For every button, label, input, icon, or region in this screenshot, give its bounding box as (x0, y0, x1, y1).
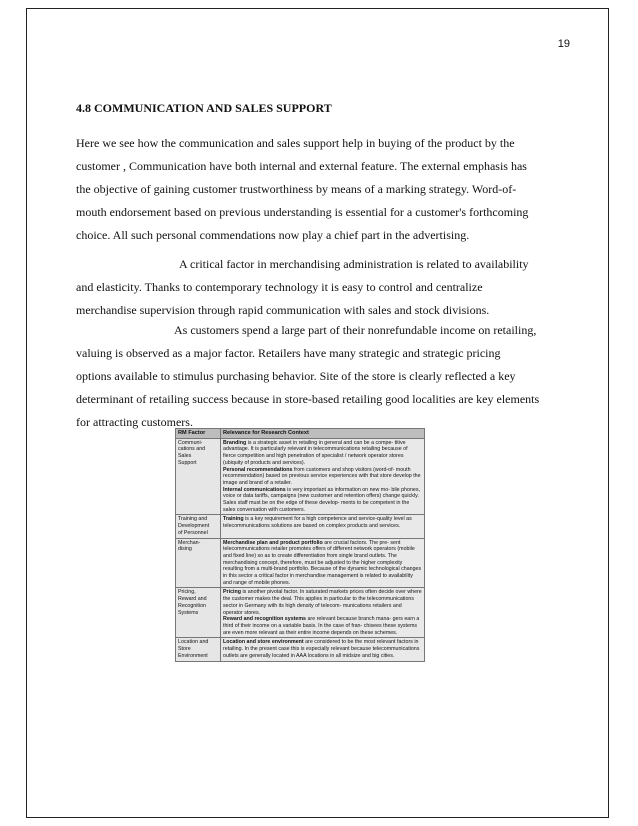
text-line: and elasticity. Thanks to contemporary technology it is easy to control and centralize (76, 280, 483, 294)
factor-line: Systems (178, 609, 199, 616)
text-line: for attracting customers. (76, 415, 193, 429)
table-header-row (176, 429, 425, 439)
factor-line: Merchan- (178, 539, 201, 546)
paragraph-merchandising (76, 253, 562, 322)
text-line: mouth endorsement based on previous understanding is essential for a customer's forthcoming (76, 205, 529, 219)
text-line: the objective of gaining customer trustworthiness by means of a marking strategy. Word-of- (76, 182, 517, 196)
entry-text: is a key requirement for a high competence and service-quality level as telecommunications solutions are based on complex products and services. (223, 516, 412, 530)
factor-line: of Personnel (178, 529, 208, 536)
section-heading: 4.8 COMMUNICATION AND SALES SUPPORT (76, 101, 332, 115)
relevance-entry (223, 639, 422, 659)
factor-line: Training and (178, 516, 208, 523)
rm-factor-table (175, 428, 425, 662)
page-number: 19 (557, 38, 570, 50)
factor-line: Development (178, 523, 210, 530)
table-row (176, 515, 425, 538)
relevance-entry (223, 589, 422, 616)
header-relevance: Relevance for Research Context (221, 429, 425, 439)
relevance-entry (223, 487, 422, 514)
table (175, 428, 425, 662)
entry-term: Reward and recognition systems (223, 616, 307, 623)
paragraph-communication (76, 132, 562, 247)
factor-line: Recognition (178, 602, 206, 609)
entry-text: are relevant because branch mana- gers earn a third of their income on a variable basis. In the case of fran- chisees these systems are even more relevant as their entire income depends on these schemes. (223, 616, 420, 636)
text-line: options available to stimulus purchasing behavior. Site of the store is clearly reflected a key (76, 369, 516, 383)
factor-line: Pricing, (178, 589, 196, 596)
factor-cell (176, 638, 221, 661)
text-line: determinant of retailing success because in store-based retailing good localities are key elements (76, 392, 540, 406)
relevance-entry (223, 616, 422, 636)
relevance-cell (221, 515, 425, 538)
factor-line: Store (178, 646, 191, 653)
relevance-entry (223, 540, 422, 587)
entry-text: is another pivotal factor. In saturated markets prices often decide over where the customer makes the deal. This applies in particular to the telecommunications sector in Germany with its high density of telecom- munications retailers and operator stores. (223, 589, 422, 616)
relevance-cell (221, 538, 425, 588)
entry-text: are crucial factors. The pre- sent telecommunications retailer promotes offers of different network operators (mobile and fixed line) so as to create differentiation from single brand outlets. The merchandising concept, therefore, must be adjusted to the higher complexity resulting from a multi-brand portfolio. Because of the dynamic technological changes in this sector a critical factor in merchandise management is related to availability and range of mobile phones. (223, 539, 422, 586)
factor-line: Environment (178, 652, 208, 659)
relevance-cell (221, 588, 425, 638)
factor-cell (176, 438, 221, 515)
factor-line: Location and (178, 639, 209, 646)
relevance-entry (223, 467, 422, 487)
factor-line: cations and (178, 446, 206, 453)
text-line: As customers spend a large part of their nonrefundable income on retailing, (174, 323, 537, 337)
factor-line: Communi- (178, 439, 203, 446)
factor-cell (176, 538, 221, 588)
relevance-cell (221, 438, 425, 515)
factor-line: dising (178, 546, 192, 553)
text-line: merchandise supervision through rapid communication with sales and stock divisions. (76, 303, 490, 317)
factor-line: Support (178, 459, 197, 466)
factor-cell (176, 588, 221, 638)
paragraph-pricing (76, 319, 562, 434)
relevance-entry (223, 516, 422, 529)
entry-term: Branding (223, 439, 247, 446)
entry-term: Personal recommendations (223, 466, 293, 473)
table-row (176, 588, 425, 638)
text-line: customer , Communication have both internal and external feature. The external emphasis has (76, 159, 527, 173)
relevance-entry (223, 440, 422, 467)
entry-text: are considered to be the most relevant factors in retailing. In the present case this is especially relevant because telecommunications outlets are generally located in AAA locations in all midsize and big cities. (223, 639, 420, 659)
text-line: choice. All such personal commendations now play a chief part in the advertising. (76, 228, 470, 242)
entry-term: Training (223, 516, 244, 523)
entry-term: Location and store environment (223, 639, 304, 646)
text-line: Here we see how the communication and sales support help in buying of the product by the (76, 136, 515, 150)
table-row (176, 538, 425, 588)
header-rm-factor: RM Factor (176, 429, 221, 439)
entry-term: Internal communications (223, 486, 286, 493)
text-line: A critical factor in merchandising administration is related to availability (179, 257, 529, 271)
entry-term: Pricing (223, 589, 241, 596)
entry-text: from customers and shop visitors (word-of- mouth recommendation) based on previous service experiences with that store develop the image and brand of a retailer. (223, 466, 421, 486)
relevance-cell (221, 638, 425, 661)
table-row (176, 638, 425, 661)
factor-line: Sales (178, 453, 192, 460)
entry-text: is a strategic asset in retailing in general and can be a compe- titive advantage. It is particularly relevant in telecommunications retailing because of fierce competition and high penetration of specialist / network operator stores (ubiquity of products and services). (223, 439, 408, 466)
entry-term: Merchandise plan and product portfolio (223, 539, 323, 546)
factor-line: Reward and (178, 596, 207, 603)
factor-cell (176, 515, 221, 538)
entry-text: is very important as information on new mo- bile phones, voice or data tariffs, campaigns (new customer and retention offers) change quickly. Sales staff must be on the edge of these develop- ments to be competent in the sales conversation with customers. (223, 486, 420, 513)
table-row (176, 438, 425, 515)
text-line: valuing is observed as a major factor. Retailers have many strategic and strategic pricing (76, 346, 501, 360)
